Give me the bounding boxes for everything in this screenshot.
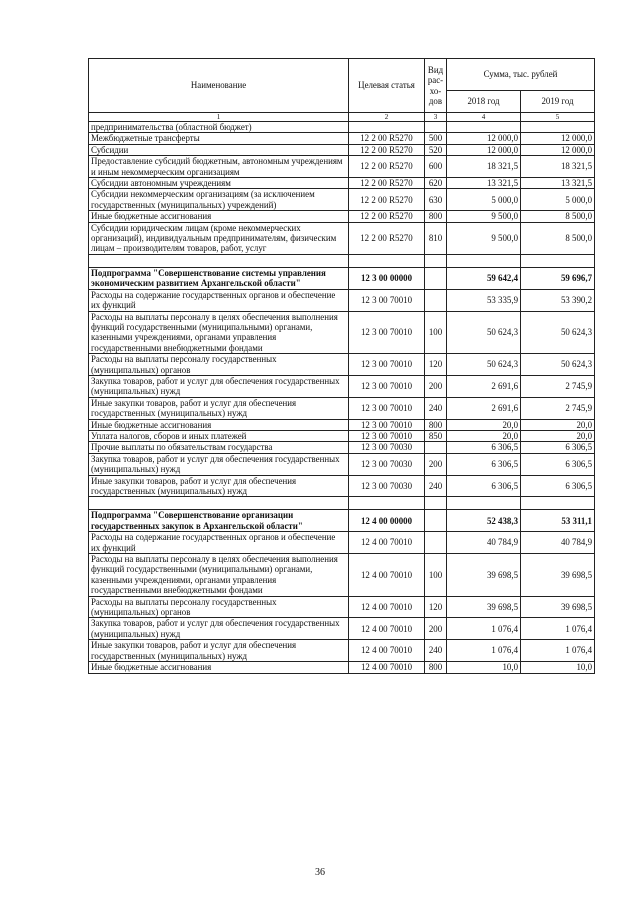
row-vid-cell: 200 xyxy=(425,618,447,640)
row-article-cell: 12 4 00 70010 xyxy=(349,662,425,673)
row-name-cell: Расходы на выплаты персоналу государственных (муниципальных) органов xyxy=(89,596,349,618)
table-row xyxy=(89,311,595,354)
table-row xyxy=(89,532,595,554)
column-number: 2 xyxy=(349,113,425,122)
row-2019-cell: 50 624,3 xyxy=(521,354,595,376)
table-row xyxy=(89,419,595,430)
table-row xyxy=(89,640,595,662)
row-article-cell: 12 2 00 R5270 xyxy=(349,156,425,178)
row-vid-cell xyxy=(425,289,447,311)
row-2018-cell: 39 698,5 xyxy=(447,554,521,597)
row-vid-cell: 810 xyxy=(425,222,447,254)
table-row xyxy=(89,133,595,144)
row-article-cell: 12 3 00 70010 xyxy=(349,375,425,397)
row-2018-cell xyxy=(447,497,521,510)
row-name-cell: Иные закупки товаров, работ и услуг для обеспечения государственных (муниципальных) нужд xyxy=(89,475,349,497)
row-name-cell: Субсидии некоммерческим организациям (за исключением государственных (муниципальных) учреждений) xyxy=(89,189,349,211)
row-article-cell: 12 2 00 R5270 xyxy=(349,133,425,144)
row-article-cell: 12 2 00 R5270 xyxy=(349,144,425,155)
table-row xyxy=(89,453,595,475)
table-row xyxy=(89,122,595,133)
row-article-cell: 12 4 00 70010 xyxy=(349,532,425,554)
row-article-cell: 12 2 00 R5270 xyxy=(349,211,425,222)
row-vid-cell xyxy=(425,532,447,554)
row-2019-cell: 50 624,3 xyxy=(521,311,595,354)
header-name: Наименование xyxy=(89,59,349,113)
row-vid-cell xyxy=(425,497,447,510)
row-2019-cell xyxy=(521,122,595,133)
row-vid-cell: 240 xyxy=(425,475,447,497)
header-2018: 2018 год xyxy=(447,91,521,113)
row-vid-cell xyxy=(425,442,447,453)
row-name-cell: Подпрограмма "Совершенствование организации государственных закупок в Архангельской области" xyxy=(89,510,349,532)
row-2019-cell: 53 390,2 xyxy=(521,289,595,311)
column-number: 1 xyxy=(89,113,349,122)
table-row xyxy=(89,211,595,222)
column-number: 3 xyxy=(425,113,447,122)
table-row xyxy=(89,596,595,618)
table-row xyxy=(89,662,595,673)
column-number: 4 xyxy=(447,113,521,122)
row-article-cell xyxy=(349,497,425,510)
row-vid-cell: 620 xyxy=(425,178,447,189)
row-name-cell: Иные бюджетные ассигнования xyxy=(89,419,349,430)
row-vid-cell xyxy=(425,510,447,532)
table-row xyxy=(89,156,595,178)
spacer-row xyxy=(89,254,595,267)
row-2019-cell xyxy=(521,254,595,267)
row-2019-cell: 10,0 xyxy=(521,662,595,673)
row-2019-cell: 6 306,5 xyxy=(521,453,595,475)
row-2018-cell: 1 076,4 xyxy=(447,640,521,662)
row-2018-cell: 52 438,3 xyxy=(447,510,521,532)
row-2018-cell: 2 691,6 xyxy=(447,375,521,397)
table-row xyxy=(89,354,595,376)
row-article-cell xyxy=(349,254,425,267)
subprogram-row xyxy=(89,510,595,532)
row-name-cell: Уплата налогов, сборов и иных платежей xyxy=(89,430,349,441)
row-vid-cell: 520 xyxy=(425,144,447,155)
row-vid-cell: 600 xyxy=(425,156,447,178)
row-vid-cell: 240 xyxy=(425,640,447,662)
table-row xyxy=(89,375,595,397)
row-vid-cell: 200 xyxy=(425,375,447,397)
row-2018-cell: 39 698,5 xyxy=(447,596,521,618)
row-2018-cell: 2 691,6 xyxy=(447,397,521,419)
row-vid-cell: 200 xyxy=(425,453,447,475)
row-2018-cell: 9 500,0 xyxy=(447,211,521,222)
row-2019-cell: 1 076,4 xyxy=(521,640,595,662)
row-2018-cell: 5 000,0 xyxy=(447,189,521,211)
row-2019-cell: 53 311,1 xyxy=(521,510,595,532)
row-name-cell: Иные бюджетные ассигнования xyxy=(89,211,349,222)
row-2018-cell: 20,0 xyxy=(447,419,521,430)
row-article-cell: 12 3 00 70010 xyxy=(349,397,425,419)
table-row xyxy=(89,397,595,419)
header-2019: 2019 год xyxy=(521,91,595,113)
row-2018-cell: 6 306,5 xyxy=(447,475,521,497)
row-2019-cell: 40 784,9 xyxy=(521,532,595,554)
row-vid-cell: 240 xyxy=(425,397,447,419)
header-vid: Вид рас-хо-дов xyxy=(425,59,447,113)
row-name-cell: Предоставление субсидий бюджетным, автономным учреждениям и иным некоммерческим организациям xyxy=(89,156,349,178)
row-2018-cell: 18 321,5 xyxy=(447,156,521,178)
row-2018-cell: 12 000,0 xyxy=(447,144,521,155)
row-vid-cell: 100 xyxy=(425,554,447,597)
row-article-cell: 12 3 00 70010 xyxy=(349,419,425,430)
row-name-cell: Субсидии юридическим лицам (кроме некоммерческих организаций), индивидуальным предпринимателям, физическим лицам – производителям товаров, работ, услуг xyxy=(89,222,349,254)
row-article-cell: 12 3 00 70030 xyxy=(349,475,425,497)
row-name-cell: Расходы на содержание государственных органов и обеспечение их функций xyxy=(89,289,349,311)
table-row xyxy=(89,475,595,497)
row-article-cell: 12 3 00 70010 xyxy=(349,430,425,441)
row-2018-cell: 10,0 xyxy=(447,662,521,673)
row-article-cell: 12 2 00 R5270 xyxy=(349,178,425,189)
row-2019-cell: 8 500,0 xyxy=(521,222,595,254)
row-article-cell: 12 2 00 R5270 xyxy=(349,189,425,211)
table-row xyxy=(89,189,595,211)
row-2019-cell: 2 745,9 xyxy=(521,375,595,397)
column-number-row xyxy=(89,113,595,122)
row-vid-cell xyxy=(425,267,447,289)
row-article-cell: 12 4 00 70010 xyxy=(349,618,425,640)
row-vid-cell: 800 xyxy=(425,419,447,430)
row-article-cell: 12 4 00 00000 xyxy=(349,510,425,532)
row-2018-cell: 1 076,4 xyxy=(447,618,521,640)
table-row xyxy=(89,289,595,311)
row-vid-cell: 800 xyxy=(425,662,447,673)
row-name-cell: Закупка товаров, работ и услуг для обеспечения государственных (муниципальных) нужд xyxy=(89,453,349,475)
row-article-cell: 12 3 00 70010 xyxy=(349,354,425,376)
row-vid-cell: 800 xyxy=(425,211,447,222)
table-row xyxy=(89,430,595,441)
row-article-cell: 12 3 00 00000 xyxy=(349,267,425,289)
row-2019-cell: 39 698,5 xyxy=(521,554,595,597)
row-2019-cell: 20,0 xyxy=(521,430,595,441)
row-name-cell: Субсидии xyxy=(89,144,349,155)
row-article-cell xyxy=(349,122,425,133)
row-article-cell: 12 4 00 70010 xyxy=(349,640,425,662)
header-article: Целевая статья xyxy=(349,59,425,113)
row-2019-cell: 6 306,5 xyxy=(521,442,595,453)
row-article-cell: 12 3 00 70010 xyxy=(349,311,425,354)
table-row xyxy=(89,618,595,640)
row-name-cell: Прочие выплаты по обязательствам государства xyxy=(89,442,349,453)
row-article-cell: 12 3 00 70010 xyxy=(349,289,425,311)
row-2018-cell xyxy=(447,254,521,267)
row-2018-cell: 9 500,0 xyxy=(447,222,521,254)
row-2018-cell: 6 306,5 xyxy=(447,453,521,475)
row-2018-cell: 13 321,5 xyxy=(447,178,521,189)
row-name-cell: Иные закупки товаров, работ и услуг для обеспечения государственных (муниципальных) нужд xyxy=(89,640,349,662)
row-name-cell: Субсидии автономным учреждениям xyxy=(89,178,349,189)
row-2019-cell: 20,0 xyxy=(521,419,595,430)
row-2019-cell: 5 000,0 xyxy=(521,189,595,211)
row-2019-cell: 8 500,0 xyxy=(521,211,595,222)
page-number: 36 xyxy=(315,867,325,878)
row-article-cell: 12 2 00 R5270 xyxy=(349,222,425,254)
row-name-cell: Иные закупки товаров, работ и услуг для обеспечения государственных (муниципальных) нужд xyxy=(89,397,349,419)
column-number: 5 xyxy=(521,113,595,122)
row-2019-cell: 18 321,5 xyxy=(521,156,595,178)
table-row xyxy=(89,178,595,189)
row-vid-cell: 120 xyxy=(425,596,447,618)
header-sum: Сумма, тыс. рублей xyxy=(447,59,595,91)
row-article-cell: 12 4 00 70010 xyxy=(349,554,425,597)
table-row xyxy=(89,554,595,597)
subprogram-row xyxy=(89,267,595,289)
row-name-cell: Закупка товаров, работ и услуг для обеспечения государственных (муниципальных) нужд xyxy=(89,375,349,397)
row-article-cell: 12 3 00 70030 xyxy=(349,442,425,453)
row-name-cell: предпринимательства (областной бюджет) xyxy=(89,122,349,133)
row-name-cell: Расходы на выплаты персоналу государственных (муниципальных) органов xyxy=(89,354,349,376)
row-name-cell: Закупка товаров, работ и услуг для обеспечения государственных (муниципальных) нужд xyxy=(89,618,349,640)
row-vid-cell: 630 xyxy=(425,189,447,211)
row-2019-cell xyxy=(521,497,595,510)
row-2019-cell: 13 321,5 xyxy=(521,178,595,189)
row-name-cell: Расходы на выплаты персоналу в целях обеспечения выполнения функций государственными (муниципальными) органами, казенными учреждениями, органами управления государственными внебюджетными фондами xyxy=(89,554,349,597)
table-row xyxy=(89,222,595,254)
row-2019-cell: 39 698,5 xyxy=(521,596,595,618)
table-row xyxy=(89,442,595,453)
row-name-cell: Расходы на выплаты персоналу в целях обеспечения выполнения функций государственными (муниципальными) органами, казенными учреждениями, органами управления государственными внебюджетными фондами xyxy=(89,311,349,354)
row-name-cell xyxy=(89,497,349,510)
row-name-cell: Межбюджетные трансферты xyxy=(89,133,349,144)
table-row xyxy=(89,144,595,155)
row-vid-cell: 850 xyxy=(425,430,447,441)
row-2019-cell: 12 000,0 xyxy=(521,133,595,144)
row-vid-cell xyxy=(425,122,447,133)
row-2019-cell: 6 306,5 xyxy=(521,475,595,497)
row-article-cell: 12 4 00 70010 xyxy=(349,596,425,618)
row-vid-cell: 120 xyxy=(425,354,447,376)
row-name-cell: Подпрограмма "Совершенствование системы управления экономическим развитием Архангельской области" xyxy=(89,267,349,289)
spacer-row xyxy=(89,497,595,510)
table-body xyxy=(89,122,595,674)
row-2018-cell: 12 000,0 xyxy=(447,133,521,144)
row-vid-cell: 500 xyxy=(425,133,447,144)
row-name-cell: Расходы на содержание государственных органов и обеспечение их функций xyxy=(89,532,349,554)
row-2018-cell xyxy=(447,122,521,133)
row-2018-cell: 53 335,9 xyxy=(447,289,521,311)
row-2018-cell: 6 306,5 xyxy=(447,442,521,453)
row-vid-cell: 100 xyxy=(425,311,447,354)
budget-table xyxy=(88,58,595,674)
row-2019-cell: 59 696,7 xyxy=(521,267,595,289)
row-vid-cell xyxy=(425,254,447,267)
row-2019-cell: 12 000,0 xyxy=(521,144,595,155)
row-2018-cell: 50 624,3 xyxy=(447,354,521,376)
row-2018-cell: 59 642,4 xyxy=(447,267,521,289)
row-2018-cell: 50 624,3 xyxy=(447,311,521,354)
row-name-cell: Иные бюджетные ассигнования xyxy=(89,662,349,673)
row-2019-cell: 1 076,4 xyxy=(521,618,595,640)
row-2019-cell: 2 745,9 xyxy=(521,397,595,419)
row-article-cell: 12 3 00 70030 xyxy=(349,453,425,475)
row-2018-cell: 40 784,9 xyxy=(447,532,521,554)
row-2018-cell: 20,0 xyxy=(447,430,521,441)
row-name-cell xyxy=(89,254,349,267)
